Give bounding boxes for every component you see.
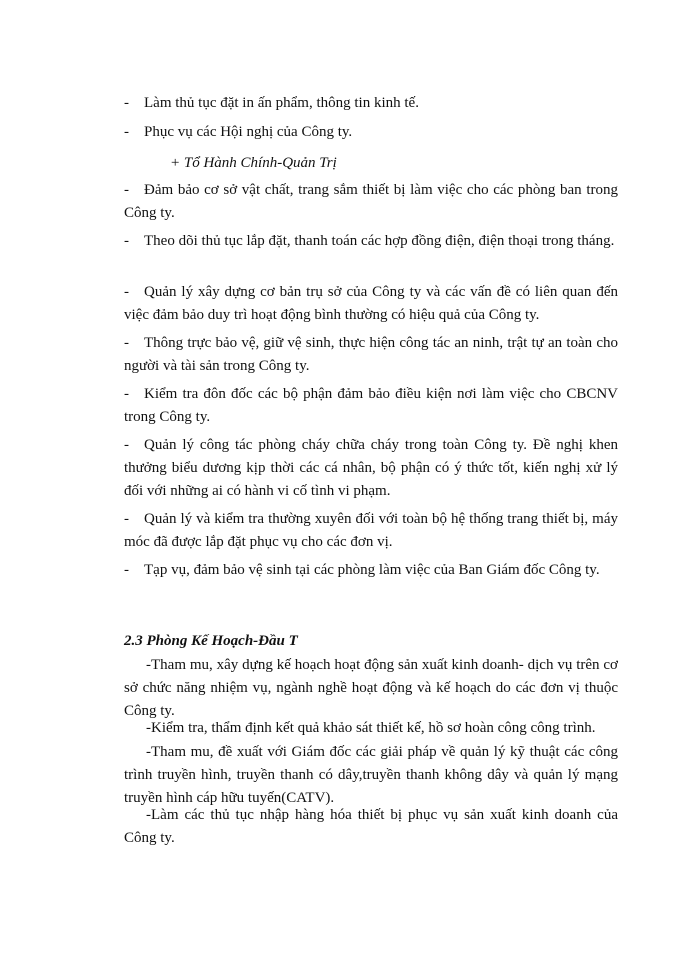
list-item xyxy=(124,383,618,429)
list-item-text: Đảm bảo cơ sở vật chất, trang sắm thiết bị làm việc cho các phòng ban trong Công ty. xyxy=(124,182,618,221)
list-item xyxy=(124,559,618,582)
list-item-text: Quản lý xây dựng cơ bản trụ sở của Công ty và các vấn đề có liên quan đến việc đảm bảo duy trì hoạt động bình thường có hiệu quả của Công ty. xyxy=(124,284,618,323)
bullet-marker: - xyxy=(124,437,129,453)
list-item xyxy=(124,508,618,554)
bullet-marker: - xyxy=(124,562,129,578)
bullet-marker: - xyxy=(124,182,129,198)
list-item-text: Theo dõi thủ tục lắp đặt, thanh toán các hợp đồng điện, điện thoại trong tháng. xyxy=(144,233,615,249)
list-item-text: Tạp vụ, đảm bảo vệ sinh tại các phòng làm việc của Ban Giám đốc Công ty. xyxy=(144,562,600,578)
list-item xyxy=(124,434,618,503)
bullet-marker: - xyxy=(124,124,129,140)
list-item-text: Quản lý công tác phòng cháy chữa cháy trong toàn Công ty. Đề nghị khen thưởng biểu dương kịp thời các cá nhân, bộ phận có ý thức tốt, kiến nghị xử lý đối với những ai có hành vi cố tình vi phạm. xyxy=(124,437,618,499)
subsection-title: + Tổ Hành Chính-Quản Trị xyxy=(170,155,337,171)
bullet-marker: - xyxy=(124,284,129,300)
list-item xyxy=(124,281,618,327)
list-item-text: Làm thủ tục đặt in ấn phẩm, thông tin kinh tế. xyxy=(144,95,419,111)
list-item xyxy=(124,92,618,115)
list-item-text: Thông trực bảo vệ, giữ vệ sinh, thực hiện công tác an ninh, trật tự an toàn cho người và tài sản trong Công ty. xyxy=(124,335,618,374)
list-item xyxy=(124,179,618,225)
paragraph: -Tham mu, xây dựng kế hoạch hoạt động sản xuất kinh doanh- dịch vụ trên cơ sở chức năng nhiệm vụ, ngành nghề hoạt động và kế hoạch do các đơn vị thuộc Công ty. xyxy=(124,657,618,719)
list-item xyxy=(124,121,618,144)
list-item xyxy=(124,230,618,253)
list-item xyxy=(124,332,618,378)
bullet-marker: - xyxy=(124,386,129,402)
section-heading: 2.3 Phòng Kế Hoạch-Đầu T xyxy=(124,633,298,649)
bullet-marker: - xyxy=(124,335,129,351)
bullet-marker: - xyxy=(124,511,129,527)
bullet-marker: - xyxy=(124,95,129,111)
bullet-marker: - xyxy=(124,233,129,249)
paragraph: -Kiểm tra, thẩm định kết quả khảo sát thiết kế, hồ sơ hoàn công công trình. xyxy=(146,720,596,736)
list-item-text: Quản lý và kiểm tra thường xuyên đối với toàn bộ hệ thống trang thiết bị, máy móc đã được lắp đặt phục vụ cho các đơn vị. xyxy=(124,511,618,550)
list-item-text: Kiểm tra đôn đốc các bộ phận đảm bảo điều kiện nơi làm việc cho CBCNV trong Công ty. xyxy=(124,386,618,425)
paragraph: -Tham mu, đề xuất với Giám đốc các giải pháp về quản lý kỹ thuật các công trình truyền hình, truyền thanh có dây,truyền thanh không dây và quản lý mạng truyền hình cáp hữu tuyến(CATV). xyxy=(124,744,618,806)
paragraph: -Làm các thủ tục nhập hàng hóa thiết bị phục vụ sản xuất kinh doanh của Công ty. xyxy=(124,807,618,846)
list-item-text: Phục vụ các Hội nghị của Công ty. xyxy=(144,124,353,140)
